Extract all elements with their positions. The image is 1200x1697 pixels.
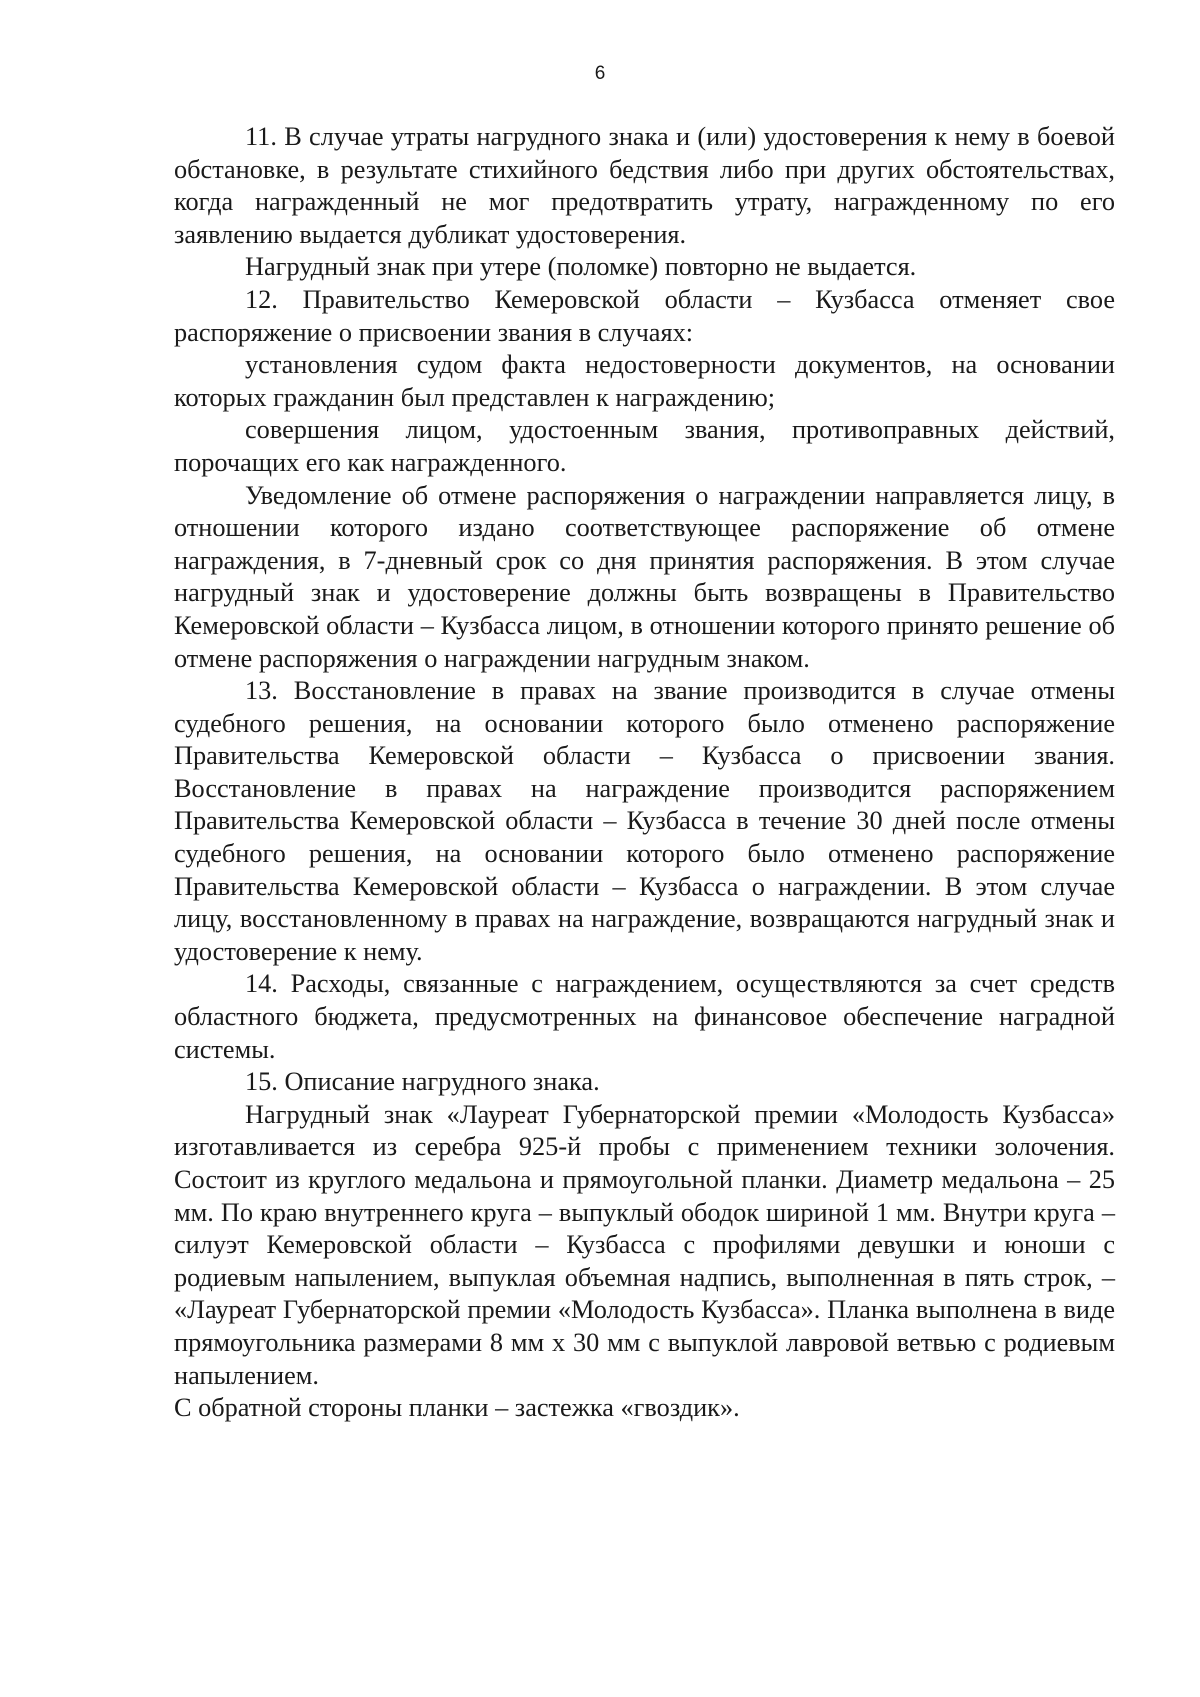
document-body bbox=[174, 121, 1115, 1425]
paragraph-revocation-case-unlawful-acts: совершения лицом, удостоенным звания, противоправных действий, порочащих его как награжденного. bbox=[174, 415, 1115, 477]
paragraph-13-restoration: 13. Восстановление в правах на звание производится в случае отмены судебного решения, на основании которого было отменено распоряжение Правительства Кемеровской области – Кузбасса о присвоении звания. Восстановление в правах на награждение производится распоряжением Правительства Кемеровской области – Кузбасса в течение 30 дней после отмены судебного решения, на основании которого было отменено распоряжение Правительства Кемеровской области – Кузбасса о награждении. В этом случае лицу, восстановленному в правах на награждение, возвращаются нагрудный знак и удостоверение к нему. bbox=[174, 676, 1115, 966]
paragraph-no-reissue: Нагрудный знак при утере (поломке) повторно не выдается. bbox=[245, 252, 917, 282]
paragraph-revocation-notice: Уведомление об отмене распоряжения о награждении направляется лицу, в отношении которого издано соответствующее распоряжение об отмене награждения, в 7-дневный срок со дня принятия распоряжения. В этом случае нагрудный знак и удостоверение должны быть возвращены в Правительство Кемеровской области – Кузбасса лицом, в отношении которого принято решение об отмене распоряжения о награждении нагрудным знаком. bbox=[174, 480, 1115, 673]
paragraph-revocation-case-documents: установления судом факта недостоверности документов, на основании которых гражданин был представлен к награждению; bbox=[174, 350, 1115, 412]
paragraph-14-expenses: 14. Расходы, связанные с награждением, осуществляются за счет средств областного бюджета, предусмотренных на финансовое обеспечение наградной системы. bbox=[174, 969, 1115, 1064]
paragraph-badge-description: Нагрудный знак «Лауреат Губернаторской премии «Молодость Кузбасса» изготавливается из серебра 925-й пробы с применением техники золочения. Состоит из круглого медальона и прямоугольной планки. Диаметр медальона – 25 мм. По краю внутреннего круга – выпуклый ободок шириной 1 мм. Внутри круга – силуэт Кемеровской области – Кузбасса с профилями девушки и юноши с родиевым напылением, выпуклая объемная надпись, выполненная в пять строк, – «Лауреат Губернаторской премии «Молодость Кузбасса». Планка выполнена в виде прямоугольника размерами 8 мм х 30 мм с выпуклой лавровой ветвью с родиевым напылением. bbox=[174, 1099, 1115, 1390]
paragraph-11-loss: 11. В случае утраты нагрудного знака и (или) удостоверения к нему в боевой обстановке, в результате стихийного бедствия либо при других обстоятельствах, когда награжденный не мог предотвратить утрату, награжденному по его заявлению выдается дубликат удостоверения. bbox=[174, 122, 1115, 249]
paragraph-badge-fastener: С обратной стороны планки – застежка «гвоздик». bbox=[174, 1393, 740, 1423]
paragraph-12-revocation: 12. Правительство Кемеровской области – Кузбасса отменяет свое распоряжение о присвоении звания в случаях: bbox=[174, 284, 1115, 347]
paragraph-15-heading: 15. Описание нагрудного знака. bbox=[245, 1067, 600, 1097]
page-number: 6 bbox=[594, 63, 606, 84]
